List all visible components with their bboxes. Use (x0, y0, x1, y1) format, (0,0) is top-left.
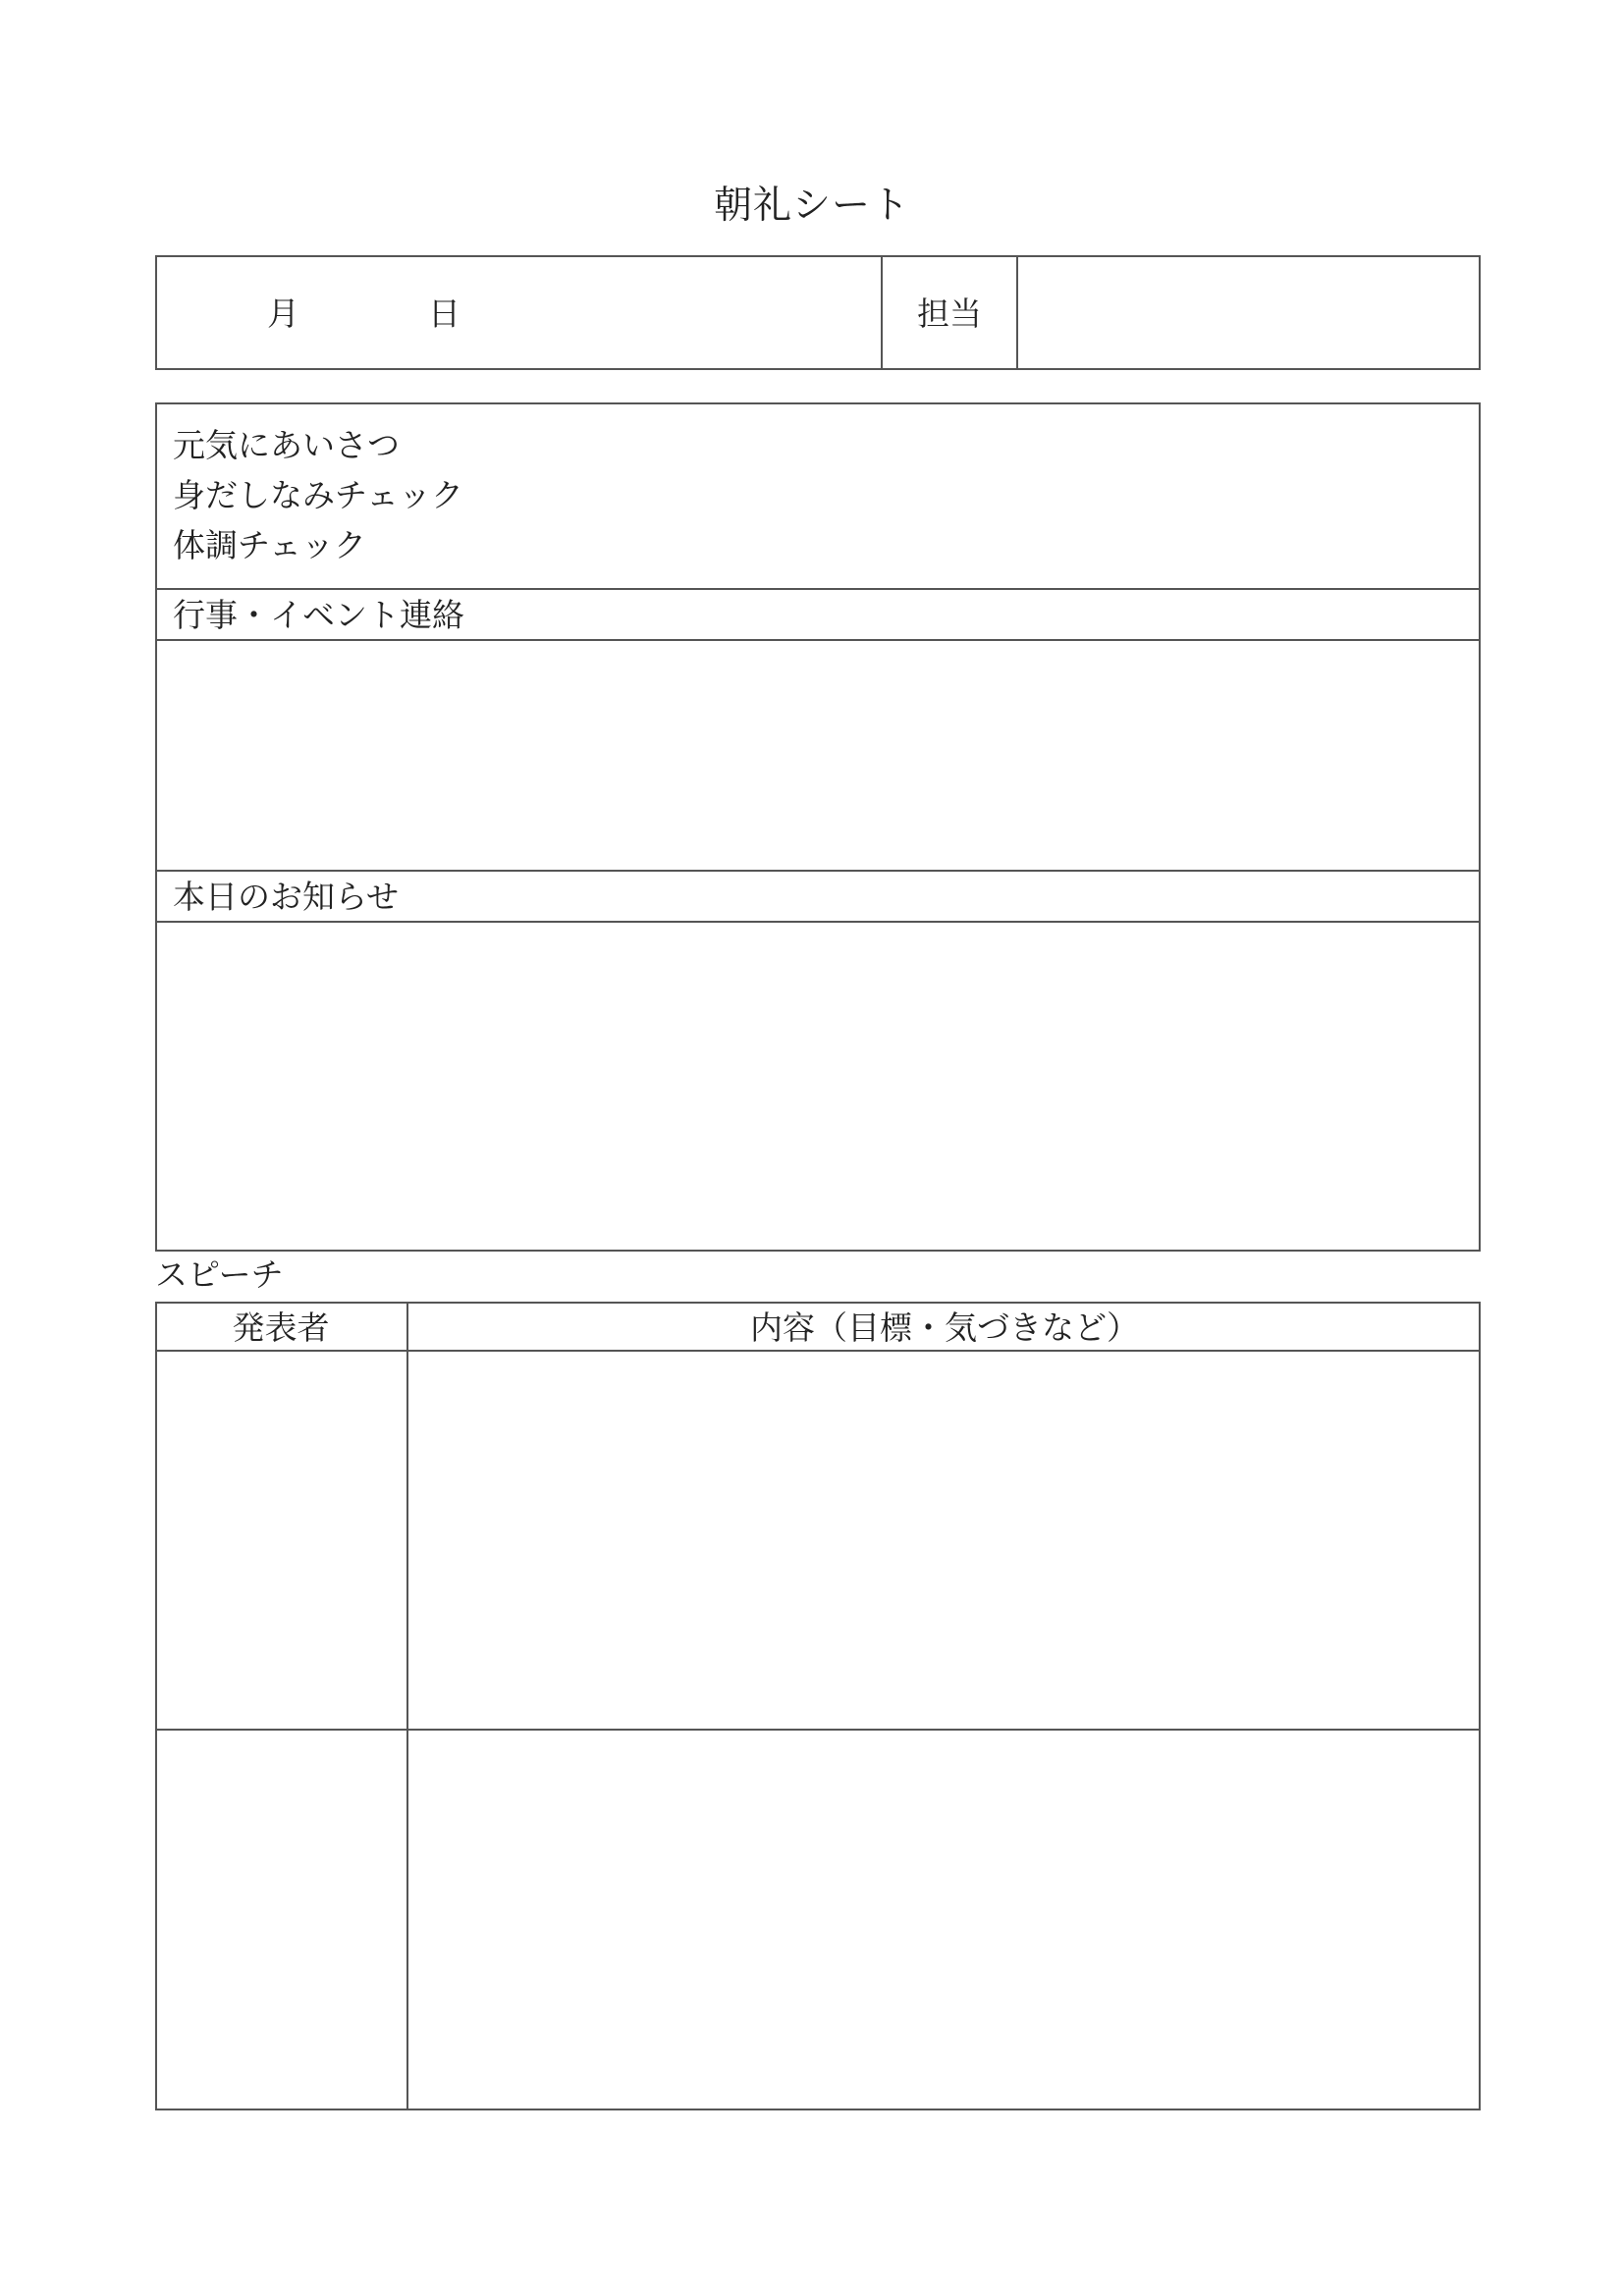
header-divider (881, 255, 883, 370)
speech-row-2-content[interactable] (408, 1731, 1479, 2109)
month-input-field[interactable] (157, 257, 265, 368)
events-content-field[interactable] (157, 641, 1479, 869)
speech-heading: スピーチ (155, 1255, 284, 1294)
day-label: 日 (428, 294, 460, 333)
speech-col-presenter: 発表者 (232, 1308, 330, 1347)
events-label: 行事・イベント連絡 (173, 596, 464, 634)
month-label: 月 (267, 294, 299, 333)
notices-label: 本日のお知らせ (173, 878, 400, 916)
check-health: 体調チェック (173, 526, 367, 564)
day-input-field[interactable] (304, 257, 422, 368)
notices-content-field[interactable] (157, 923, 1479, 1250)
check-appearance: 身だしなみチェック (173, 476, 464, 514)
speech-col-content: 内容（目標・気づきなど） (750, 1308, 1139, 1347)
speech-row-1-content[interactable] (408, 1352, 1479, 1729)
header-divider (1016, 255, 1018, 370)
section-divider (155, 870, 1481, 872)
page-title: 朝礼シート (713, 184, 910, 228)
speech-row-1-presenter[interactable] (157, 1352, 406, 1729)
person-in-charge-field[interactable] (1020, 257, 1479, 368)
speech-row-2-presenter[interactable] (157, 1731, 406, 2109)
person-in-charge-label: 担当 (917, 294, 982, 333)
section-divider (155, 588, 1481, 590)
check-greeting: 元気にあいさつ (173, 426, 400, 464)
